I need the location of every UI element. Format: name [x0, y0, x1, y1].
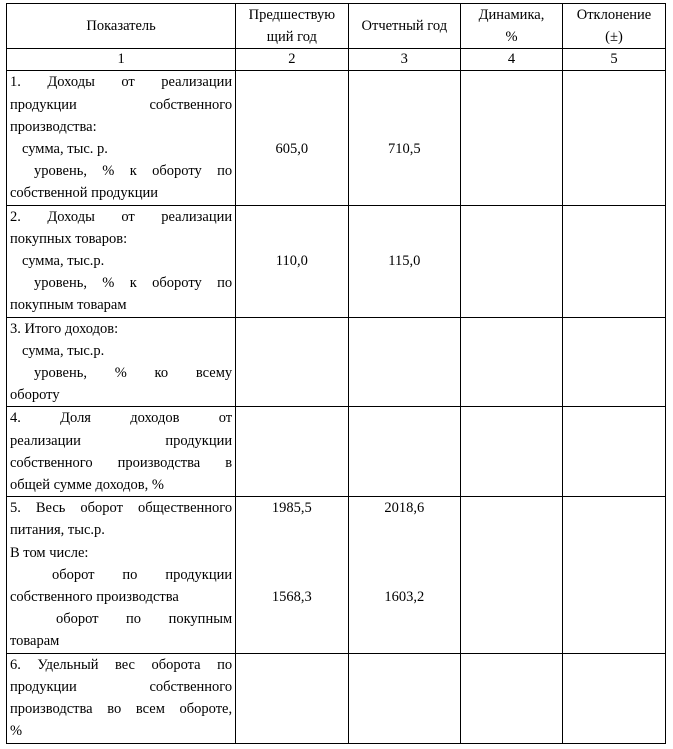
deviation-cell [562, 71, 665, 205]
header-previous-year: Предшествую щий год [236, 4, 348, 49]
dynamics-cell [461, 407, 563, 497]
column-number-row [7, 49, 666, 71]
header-indicator: Показатель [7, 4, 236, 49]
reporting-year-cell: 710,5 [348, 71, 460, 205]
table-row [7, 407, 666, 497]
reporting-year-cell: 2018,6 1603,2 [348, 497, 460, 653]
indicator-cell: 2. Доходы от реализации покупных товаров: сумма, тыс.р. уровень, % к обороту по покупным товарам [7, 205, 236, 317]
deviation-cell [562, 653, 665, 743]
previous-year-cell [236, 317, 348, 407]
reporting-year-cell [348, 317, 460, 407]
header-deviation: Отклонение (±) [562, 4, 665, 49]
indicator-cell: 4. Доля доходов от реализации продукции собственного производства в общей сумме доходов, % [7, 407, 236, 497]
previous-year-cell: 605,0 [236, 71, 348, 205]
table-row [7, 653, 666, 743]
dynamics-cell [461, 653, 563, 743]
deviation-cell [562, 205, 665, 317]
reporting-year-cell [348, 407, 460, 497]
dynamics-cell [461, 497, 563, 653]
column-number: 2 [236, 49, 348, 71]
deviation-cell [562, 407, 665, 497]
dynamics-cell [461, 205, 563, 317]
table-row [7, 497, 666, 653]
previous-year-cell [236, 407, 348, 497]
indicator-cell: 3. Итого доходов: сумма, тыс.р. уровень, % ко всему обороту [7, 317, 236, 407]
table-row [7, 71, 666, 205]
indicator-cell: 6. Удельный вес оборота по продукции собственного производства во всем обороте, % [7, 653, 236, 743]
indicators-table [6, 3, 666, 744]
dynamics-cell [461, 317, 563, 407]
indicator-cell: 5. Весь оборот общественного питания, тыс.р. В том числе: оборот по продукции собственного производства оборот по покупным товарам [7, 497, 236, 653]
deviation-cell [562, 317, 665, 407]
header-row [7, 4, 666, 49]
header-reporting-year: Отчетный год [348, 4, 460, 49]
column-number: 3 [348, 49, 460, 71]
header-dynamics: Динамика, % [461, 4, 563, 49]
reporting-year-cell [348, 653, 460, 743]
column-number: 5 [562, 49, 665, 71]
column-number: 1 [7, 49, 236, 71]
indicator-cell: 1. Доходы от реализации продукции собственного производства: сумма, тыс. р. уровень, % к обороту по собственной продукции [7, 71, 236, 205]
table-row [7, 317, 666, 407]
deviation-cell [562, 497, 665, 653]
previous-year-cell [236, 653, 348, 743]
reporting-year-cell: 115,0 [348, 205, 460, 317]
column-number: 4 [461, 49, 563, 71]
table-row [7, 205, 666, 317]
previous-year-cell: 1985,5 1568,3 [236, 497, 348, 653]
dynamics-cell [461, 71, 563, 205]
previous-year-cell: 110,0 [236, 205, 348, 317]
